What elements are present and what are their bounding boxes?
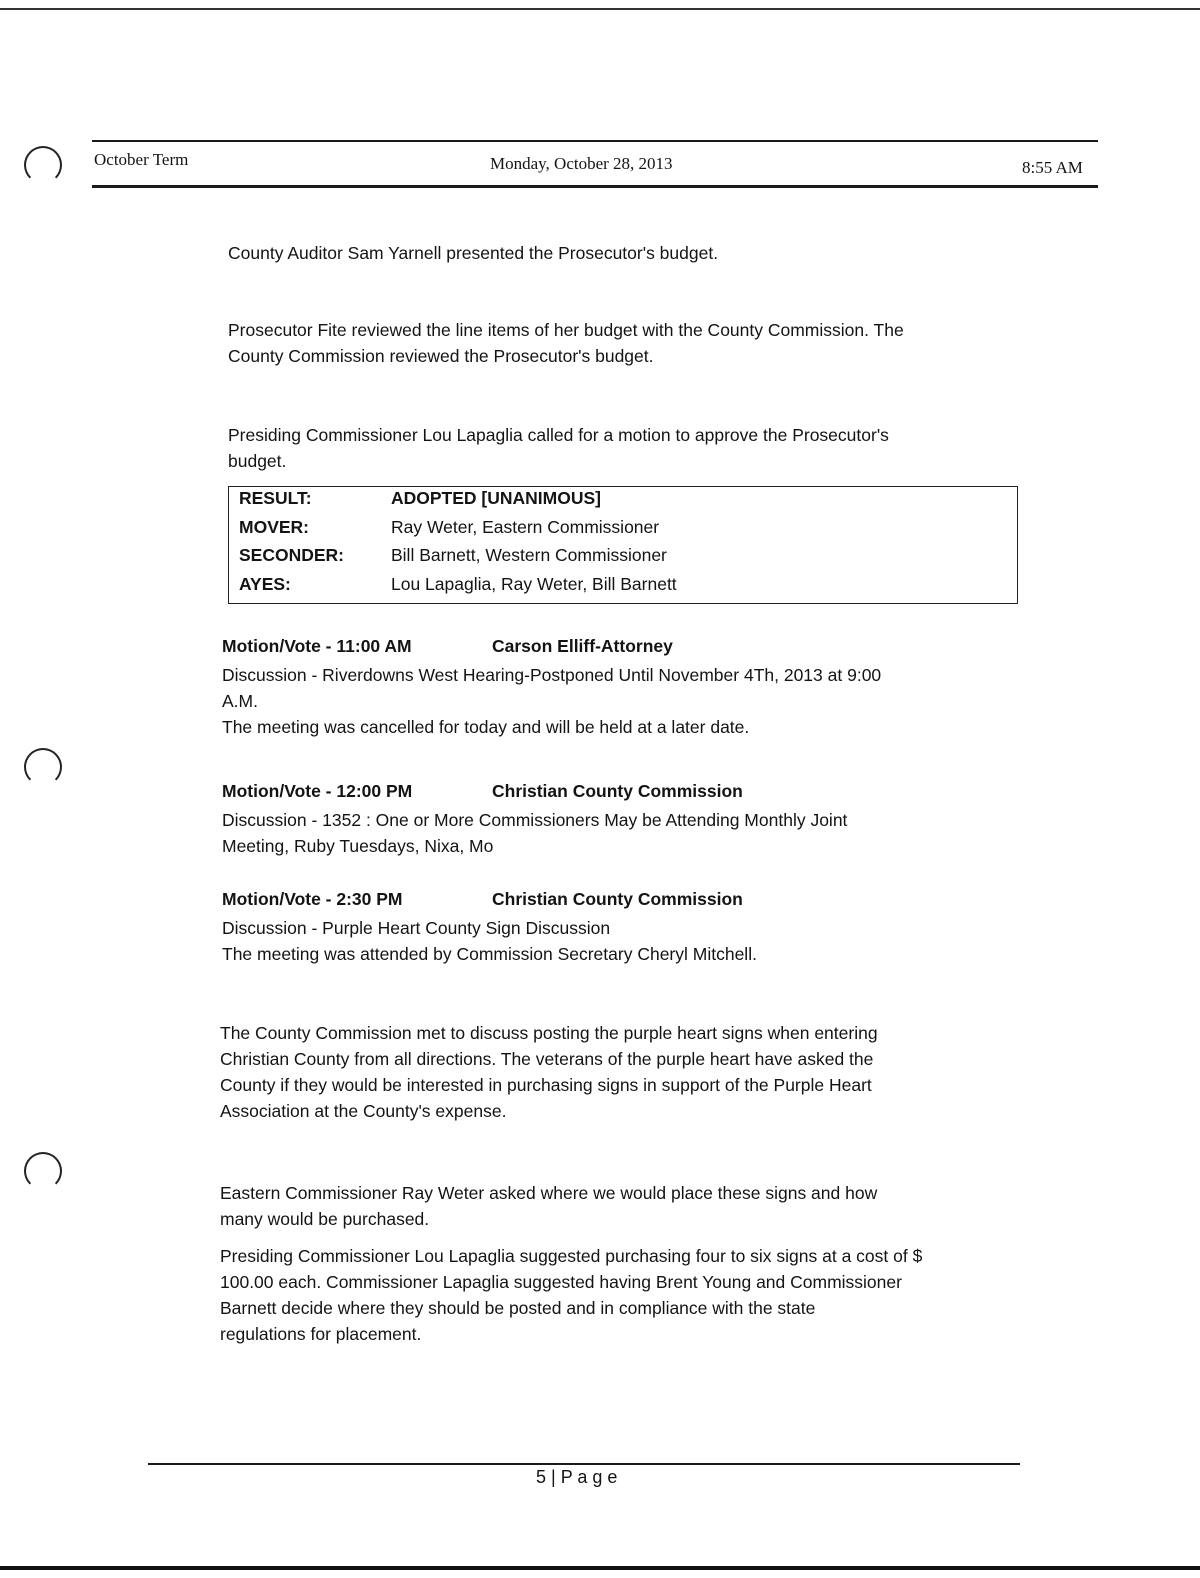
paragraph-line: budget. — [228, 451, 287, 471]
motion-time: Motion/Vote - 11:00 AM — [222, 636, 412, 656]
paragraph-line: Eastern Commissioner Ray Weter asked where we would place these signs and how — [220, 1183, 878, 1203]
motion-body — [222, 807, 1042, 859]
vote-value: Bill Barnett, Western Commissioner — [391, 545, 667, 565]
motion-time: Motion/Vote - 12:00 PM — [222, 781, 413, 801]
paragraph-line: Association at the County's expense. — [220, 1101, 507, 1121]
top-scan-edge — [0, 8, 1200, 10]
paragraph-motion-call — [228, 422, 1048, 474]
motion-party: Christian County Commission — [492, 889, 743, 909]
motion-line: Discussion - Riverdowns West Hearing-Postponed Until November 4Th, 2013 at 9:00 — [222, 665, 882, 685]
vote-result-box — [228, 486, 1018, 604]
paragraph-line: 100.00 each. Commissioner Lapaglia suggested having Brent Young and Commissioner — [220, 1272, 902, 1292]
paragraph-purple-heart — [220, 1020, 1060, 1124]
paragraph-line: Christian County from all directions. The veterans of the purple heart have asked the — [220, 1049, 874, 1069]
paragraph-weter-question — [220, 1180, 1060, 1232]
motion-line: Discussion - Purple Heart County Sign Discussion — [222, 918, 611, 938]
paragraph-line: Barnett decide where they should be posted and in compliance with the state — [220, 1298, 816, 1318]
paragraph-line: Presiding Commissioner Lou Lapaglia called for a motion to approve the Prosecutor's — [228, 425, 889, 445]
vote-value: ADOPTED [UNANIMOUS] — [391, 488, 601, 508]
vote-label: SECONDER: — [239, 545, 345, 565]
bottom-scan-edge — [0, 1566, 1200, 1570]
header-rule-top — [92, 140, 1098, 142]
binder-hole-middle — [24, 748, 62, 786]
header-date: Monday, October 28, 2013 — [490, 154, 673, 173]
binder-hole-top — [24, 146, 62, 184]
vote-value: Ray Weter, Eastern Commissioner — [391, 517, 660, 537]
motion-line: A.M. — [222, 691, 258, 711]
motion-body — [222, 915, 1042, 967]
vote-label: AYES: — [239, 574, 291, 594]
motion-party: Carson Elliff-Attorney — [492, 636, 673, 656]
paragraph-line: County if they would be interested in purchasing signs in support of the Purple Heart — [220, 1075, 872, 1095]
motion-line: Meeting, Ruby Tuesdays, Nixa, Mo — [222, 836, 494, 856]
paragraph-line: many would be purchased. — [220, 1209, 430, 1229]
vote-label: MOVER: — [239, 517, 309, 537]
paragraph-line: Presiding Commissioner Lou Lapaglia suggested purchasing four to six signs at a cost of $ — [220, 1246, 923, 1266]
header-time: 8:55 AM — [1022, 158, 1083, 177]
paragraph-prosecutor-review — [228, 317, 1048, 369]
motion-party: Christian County Commission — [492, 781, 743, 801]
binder-hole-bottom — [24, 1152, 62, 1190]
motion-line: Discussion - 1352 : One or More Commissioners May be Attending Monthly Joint — [222, 810, 848, 830]
motion-body — [222, 662, 1042, 740]
paragraph-lapaglia-suggestion — [220, 1243, 1070, 1347]
paragraph-line: The County Commission met to discuss posting the purple heart signs when entering — [220, 1023, 878, 1043]
paragraph-auditor: County Auditor Sam Yarnell presented the Prosecutor's budget. — [228, 243, 719, 263]
footer-rule — [148, 1463, 1020, 1465]
header-rule-bottom — [92, 185, 1098, 188]
paragraph-line: regulations for placement. — [220, 1324, 422, 1344]
motion-line: The meeting was cancelled for today and will be held at a later date. — [222, 717, 750, 737]
header-term: October Term — [94, 150, 189, 169]
page-number: 5 | P a g e — [536, 1467, 618, 1487]
paragraph-line: Prosecutor Fite reviewed the line items of her budget with the County Commission. The — [228, 320, 904, 340]
vote-label: RESULT: — [239, 488, 312, 508]
vote-value: Lou Lapaglia, Ray Weter, Bill Barnett — [391, 574, 677, 594]
paragraph-line: County Commission reviewed the Prosecutor's budget. — [228, 346, 654, 366]
motion-line: The meeting was attended by Commission Secretary Cheryl Mitchell. — [222, 944, 757, 964]
motion-time: Motion/Vote - 2:30 PM — [222, 889, 403, 909]
